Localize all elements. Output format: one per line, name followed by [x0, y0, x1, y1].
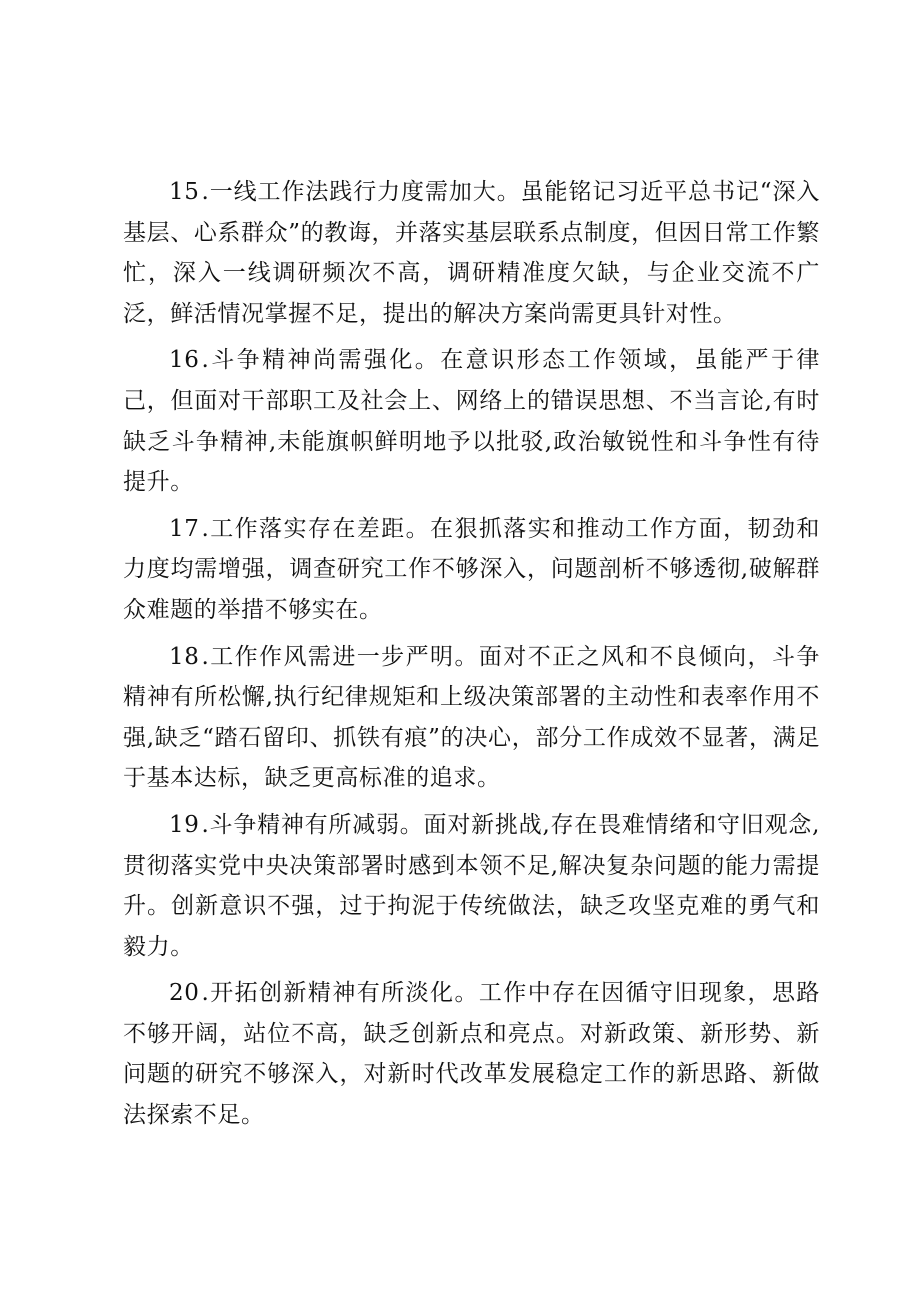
paragraph-text: .工作作风需进一步严明。面对不正之风和不良倾向，斗争精神有所松懈,执行纪律规矩和上级决策部署的主动性和表率作用不强,缺乏“踏石留印、抓铁有痕”的决心，部分工作成效不显著，满足于基本达标，缺乏更高标准的追求。: [123, 643, 820, 792]
paragraph-number: 18: [169, 643, 200, 670]
paragraph-number: 17: [169, 515, 200, 542]
paragraph-number: 15: [169, 179, 200, 205]
paragraph-number: 16: [169, 347, 200, 374]
paragraph-text: .斗争精神有所减弱。面对新挑战,存在畏难情绪和守旧观念,贯彻落实党中央决策部署时感到本领不足,解决复杂问题的能力需提升。创新意识不强，过于拘泥于传统做法，缺乏攻坚克难的勇气和毅力。: [123, 811, 820, 960]
paragraph-15: [123, 172, 820, 334]
paragraph-18: [123, 637, 820, 799]
document-body: [123, 172, 820, 1142]
paragraph-16: [123, 340, 820, 502]
paragraph-20: [123, 973, 820, 1135]
paragraph-text: .斗争精神尚需强化。在意识形态工作领域，虽能严于律己，但面对干部职工及社会上、网络上的错误思想、不当言论,有时缺乏斗争精神,未能旗帜鲜明地予以批驳,政治敏锐性和斗争性有待提升。: [123, 347, 820, 496]
paragraph-text: .工作落实存在差距。在狠抓落实和推动工作方面，韧劲和力度均需增强，调查研究工作不够深入，问题剖析不够透彻,破解群众难题的举措不够实在。: [123, 515, 820, 623]
paragraph-number: 20: [169, 980, 200, 1007]
paragraph-17: [123, 509, 820, 631]
paragraph-19: [123, 805, 820, 967]
paragraph-number: 19: [169, 811, 200, 838]
paragraph-text: .一线工作法践行力度需加大。虽能铭记习近平总书记“深入基层、心系群众”的教诲，并落实基层联系点制度，但因日常工作繁忙，深入一线调研频次不高，调研精准度欠缺，与企业交流不广泛，鲜活情况掌握不足，提出的解决方案尚需更具针对性。: [123, 179, 820, 327]
paragraph-text: .开拓创新精神有所淡化。工作中存在因循守旧现象，思路不够开阔，站位不高，缺乏创新点和亮点。对新政策、新形势、新问题的研究不够深入，对新时代改革发展稳定工作的新思路、新做法探索不足。: [123, 980, 820, 1129]
